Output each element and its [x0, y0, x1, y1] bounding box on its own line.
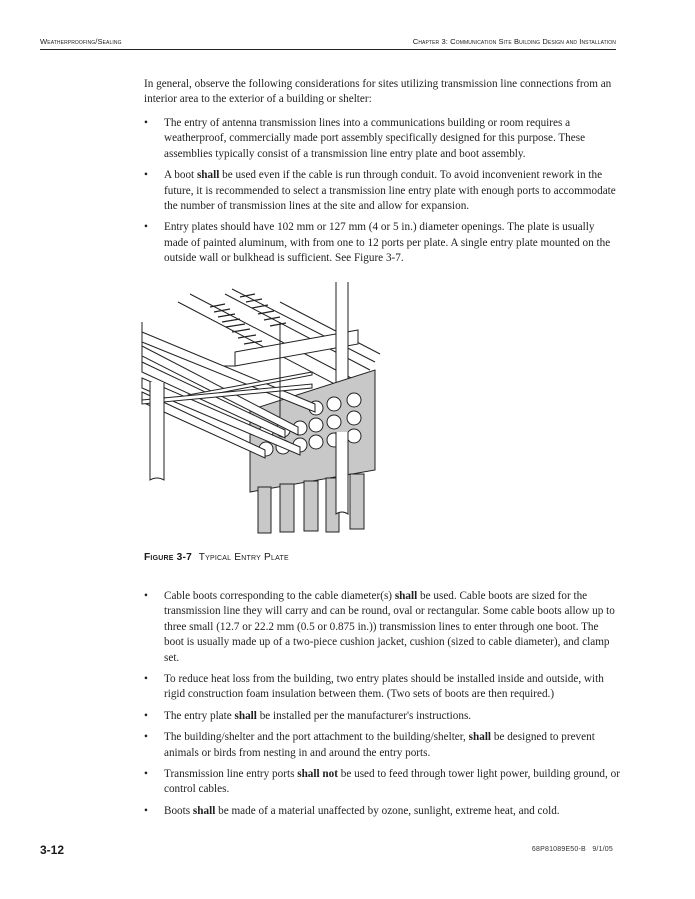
- bullet-icon: •: [144, 221, 148, 234]
- emphasis: shall: [196, 169, 220, 182]
- bullet-icon: •: [144, 804, 148, 817]
- header-rule: [40, 49, 616, 50]
- emphasis: shall not: [297, 768, 338, 781]
- bullet-icon: •: [144, 590, 148, 602]
- figure-number: Figure 3-7: [144, 552, 192, 563]
- figure-title: Typical Entry Plate: [198, 552, 289, 563]
- list-item: • The building/shelter and the port attachment to the building/shelter, shall be designed to prevent animals or birds from nesting in and around the entry ports.: [144, 731, 595, 759]
- figure-caption: [144, 552, 289, 563]
- bullet-icon: •: [144, 169, 148, 182]
- list-item: • Transmission line entry ports shall not be used to feed through tower light power, building ground, or control cables.: [144, 768, 620, 796]
- list-item: • To reduce heat loss from the building, two entry plates should be installed inside and outside, with rigid construction foam insulation between them. (Two sets of boots are then required.): [144, 673, 604, 701]
- emphasis: shall: [234, 709, 257, 722]
- bullet-icon: •: [144, 673, 148, 686]
- bullet-icon: •: [144, 709, 148, 722]
- list-item: • Entry plates should have 102 mm or 127 mm (4 or 5 in.) diameter openings. The plate is usually made of painted aluminum, with from one to 12 ports per plate. A single entry plate mounted on the outside wall or bulkhead is sufficient. See Figure 3-7.: [144, 221, 611, 265]
- emphasis: shall: [394, 590, 418, 602]
- running-header-section: Weatherproofing/Sealing: [40, 37, 122, 46]
- intro-paragraph: In general, observe the following considerations for sites utilizing transmission line connections from an interior area to the exterior of a building or shelter:: [144, 78, 612, 106]
- emphasis: shall: [192, 804, 216, 817]
- bullet-list-top: [144, 116, 620, 273]
- page-number: 3-12: [40, 843, 65, 857]
- emphasis: shall: [468, 731, 492, 744]
- list-item: • Cable boots corresponding to the cable diameter(s) shall be used. Cable boots are sized for the transmission line they will carry and can be round, oval or rectangular. Some cable boots allow up to three small (12.7 or 22.2 mm (0.5 or 0.875 in.)) transmission lines to enter through one boot. The boot is usually made up of a two-piece cushion jacket, cushion (sized to cable diameter), and clamp set.: [144, 590, 615, 664]
- bullet-icon: •: [144, 731, 148, 744]
- list-item: • A boot shall be used even if the cable is run through conduit. To avoid inconvenient rework in the future, it is recommended to select a transmission line entry plate with enough ports to accommodate the number of transmission lines at the site and allow for expansion.: [144, 169, 616, 213]
- list-item: • The entry plate shall be installed per the manufacturer's instructions.: [144, 709, 620, 724]
- document-id: 68P81089E50-B 9/1/05: [531, 846, 613, 853]
- bullet-list-bottom: [144, 589, 620, 825]
- list-item: • Boots shall be made of a material unaffected by ozone, sunlight, extreme heat, and cold.: [144, 804, 620, 819]
- bullet-icon: •: [144, 117, 148, 129]
- bullet-icon: •: [144, 768, 148, 781]
- running-header-chapter: Chapter 3: Communication Site Building Design and Installation: [412, 37, 616, 46]
- entry-plate-illustration: [140, 282, 390, 534]
- list-item: • The entry of antenna transmission lines into a communications building or room requires a weatherproof, commercially made port assembly specifically designed for this purpose. These assemblies typically consist of a transmission line entry plate and boot assembly.: [144, 117, 586, 160]
